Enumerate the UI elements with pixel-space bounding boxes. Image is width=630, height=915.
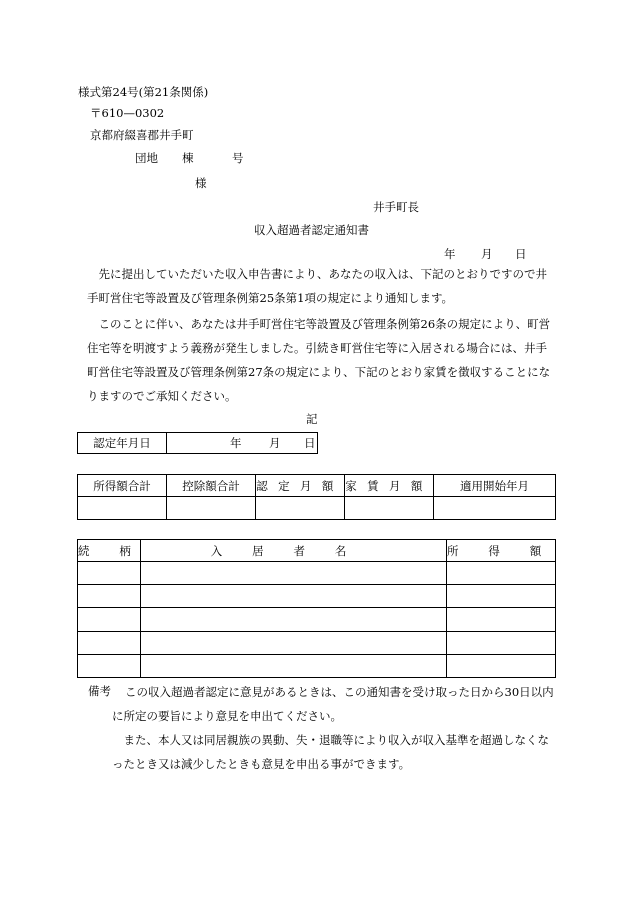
postal-code: 〒610—0302 [90, 106, 165, 120]
remarks-label: 備考 [88, 684, 111, 698]
remarks-line-2: また、本人又は同居親族の異動、失・退職等により収入が収入基準を超過しなくなったとき又は減少したときも意見を申出る事ができます。 [112, 733, 549, 771]
header-nyukyosha-mei: 入居者名 [141, 540, 447, 562]
header-kojo-gokei: 控除額合計 [167, 475, 256, 497]
nintei-date-table [77, 432, 318, 454]
header-tekiyo-kaishi: 適用開始年月 [434, 475, 556, 497]
header-yachin-getsugaku: 家賃月額 [345, 475, 434, 497]
cell-yachin-getsugaku [345, 497, 434, 520]
cell-nintei-getsugaku [256, 497, 345, 520]
table-row [78, 585, 556, 608]
sama-label: 様 [195, 176, 207, 190]
nintei-date-label: 認定年月日 [78, 433, 167, 454]
header-shotokugaku: 所得額 [447, 540, 556, 562]
gou-label: 号 [232, 151, 244, 165]
header-shotoku-gokei: 所得額合計 [78, 475, 167, 497]
paragraph-1: 先に提出していただいた収入申告書により、あなたの収入は、下記のとおりですので井手町営住宅等設置及び管理条例第25条第1項の規定により通知します。 [87, 267, 547, 305]
header-nintei-getsugaku: 認定月額 [256, 475, 345, 497]
header-zokugara: 続柄 [78, 540, 141, 562]
date-month: 月 [481, 247, 493, 261]
nintei-date-value [167, 433, 318, 454]
cell-shotoku-gokei [78, 497, 167, 520]
nintei-month: 月 [269, 436, 281, 450]
cell-tekiyo-kaishi [434, 497, 556, 520]
remarks-line-1: この収入超過者認定に意見があるときは、この通知書を受け取った日から30日以内に所定の要旨により意見を申出てください。 [112, 685, 554, 723]
danchi-label: 団地 [135, 151, 158, 165]
cell-kojo-gokei [167, 497, 256, 520]
income-table [77, 474, 556, 520]
household-table [77, 539, 572, 678]
table-row [78, 631, 556, 654]
nintei-day: 日 [304, 436, 316, 450]
table-row [78, 654, 556, 677]
ki-label: 記 [306, 412, 318, 426]
address: 京都府綴喜郡井手町 [90, 128, 194, 142]
date-year: 年 [444, 247, 456, 261]
document-title: 収入超過者認定通知書 [254, 223, 369, 237]
form-number: 様式第24号(第21条関係) [78, 85, 209, 99]
tou-label: 棟 [182, 151, 194, 165]
table-row [78, 562, 556, 585]
nintei-year: 年 [230, 436, 242, 450]
sender: 井手町長 [373, 200, 419, 214]
date-day: 日 [515, 247, 527, 261]
table-row [78, 608, 556, 631]
paragraph-2: このことに伴い、あなたは井手町営住宅等設置及び管理条例第26条の規定により、町営住宅等を明渡すよう義務が発生しました。引続き町営住宅等に入居される場合には、井手町営住宅等設置及び管理条例第27条の規定により、下記のとおり家賃を徴収することになりますのでご承知ください。 [87, 317, 551, 403]
